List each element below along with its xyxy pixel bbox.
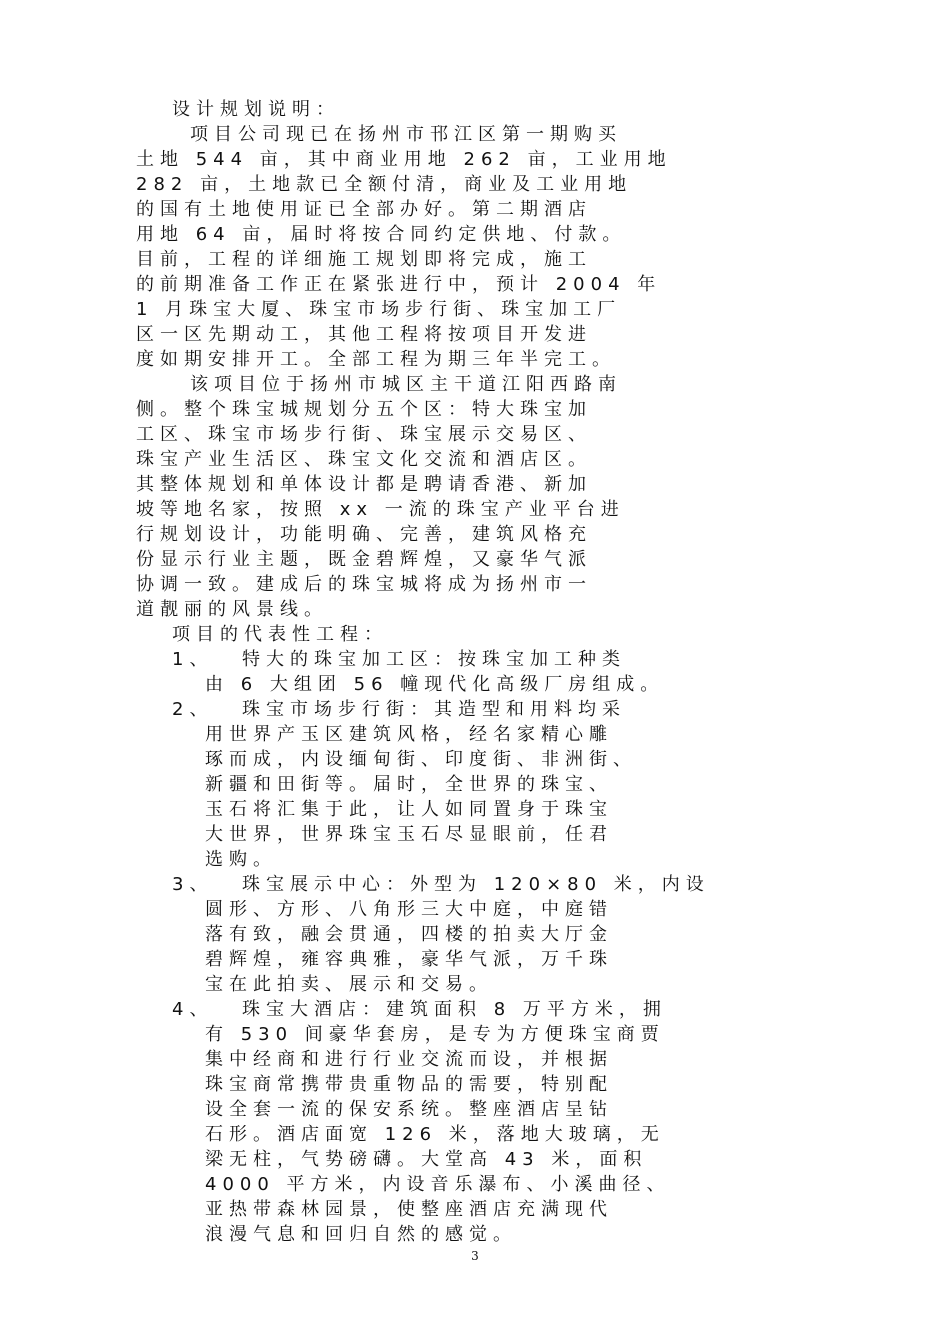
paragraph-2-line: 工区、珠宝市场步行街、珠宝展示交易区、 [136, 424, 592, 445]
list-item-line: 落有致，融会贯通，四楼的拍卖大厅金 [205, 924, 613, 945]
paragraph-2-line: 道靓丽的风景线。 [136, 599, 328, 620]
document-heading: 设计规划说明： [172, 99, 340, 120]
list-item-line: 有 530 间豪华套房，是专为方便珠宝商贾 [205, 1024, 665, 1045]
paragraph-1-line: 1 月珠宝大厦、珠宝市场步行街、珠宝加工厂 [136, 299, 622, 320]
list-item-line: 用世界产玉区建筑风格，经名家精心雕 [205, 724, 613, 745]
paragraph-1-line: 的国有土地使用证已全部办好。第二期酒店 [136, 199, 592, 220]
paragraph-1-line: 282 亩，土地款已全额付清，商业及工业用地 [136, 174, 633, 195]
list-item-number: 3、 [172, 874, 214, 895]
list-item-number: 4、 [172, 999, 214, 1020]
paragraph-1-line: 土地 544 亩，其中商业用地 262 亩，工业用地 [136, 149, 672, 170]
list-item-line: 大世界，世界珠宝玉石尽显眼前，任君 [205, 824, 613, 845]
list-item-line: 玉石将汇集于此，让人如同置身于珠宝 [205, 799, 613, 820]
paragraph-1-line: 项目公司现已在扬州市邗江区第一期购买 [190, 124, 622, 145]
list-item-number: 1、 [172, 649, 214, 670]
list-item-line: 设全套一流的保安系统。整座酒店呈钻 [205, 1099, 613, 1120]
paragraph-2-line: 行规划设计，功能明确、完善，建筑风格充 [136, 524, 592, 545]
list-item-line: 宝在此拍卖、展示和交易。 [205, 974, 493, 995]
paragraph-1-line: 的前期准备工作正在紧张进行中，预计 2004 年 [136, 274, 662, 295]
list-item-line: 圆形、方形、八角形三大中庭，中庭错 [205, 899, 613, 920]
section-heading: 项目的代表性工程： [172, 624, 388, 645]
list-item-line: 琢而成，内设缅甸街、印度街、非洲街、 [205, 749, 637, 770]
paragraph-1-line: 目前，工程的详细施工规划即将完成，施工 [136, 249, 592, 270]
list-item-line: 亚热带森林园景，使整座酒店充满现代 [205, 1199, 613, 1220]
paragraph-1-line: 用地 64 亩，届时将按合同约定供地、付款。 [136, 224, 627, 245]
list-item-line: 梁无柱，气势磅礴。大堂高 43 米，面积 [205, 1149, 648, 1170]
list-item-line: 珠宝大酒店：建筑面积 8 万平方米，拥 [242, 999, 667, 1020]
list-item-line: 集中经商和进行行业交流而设，并根据 [205, 1049, 613, 1070]
list-item-line: 特大的珠宝加工区：按珠宝加工种类 [242, 649, 626, 670]
list-item-line: 选购。 [205, 849, 277, 870]
page-number: 3 [471, 1249, 479, 1263]
list-item-line: 珠宝展示中心：外型为 120×80 米，内设 [242, 874, 710, 895]
list-item-line: 新疆和田街等。届时，全世界的珠宝、 [205, 774, 613, 795]
list-item-line: 碧辉煌，雍容典雅，豪华气派，万千珠 [205, 949, 613, 970]
paragraph-2-line: 坡等地名家，按照 xx 一流的珠宝产业平台进 [136, 499, 625, 520]
list-item-line: 石形。酒店面宽 126 米，落地大玻璃，无 [205, 1124, 665, 1145]
list-item-line: 珠宝市场步行街：其造型和用料均采 [242, 699, 626, 720]
paragraph-2-line: 份显示行业主题，既金碧辉煌，又豪华气派 [136, 549, 592, 570]
paragraph-2-line: 珠宝产业生活区、珠宝文化交流和酒店区。 [136, 449, 592, 470]
paragraph-2-line: 协调一致。建成后的珠宝城将成为扬州市一 [136, 574, 592, 595]
paragraph-1-line: 区一区先期动工，其他工程将按项目开发进 [136, 324, 592, 345]
list-item-line: 由 6 大组团 56 幢现代化高级厂房组成。 [205, 674, 665, 695]
paragraph-2-line: 其整体规划和单体设计都是聘请香港、新加 [136, 474, 592, 495]
paragraph-2-line: 侧。整个珠宝城规划分五个区：特大珠宝加 [136, 399, 592, 420]
list-item-line: 4000 平方米，内设音乐瀑布、小溪曲径、 [205, 1174, 671, 1195]
list-item-number: 2、 [172, 699, 214, 720]
list-item-line: 浪漫气息和回归自然的感觉。 [205, 1224, 517, 1245]
paragraph-1-line: 度如期安排开工。全部工程为期三年半完工。 [136, 349, 616, 370]
list-item-line: 珠宝商常携带贵重物品的需要，特别配 [205, 1074, 613, 1095]
paragraph-2-line: 该项目位于扬州市城区主干道江阳西路南 [190, 374, 622, 395]
